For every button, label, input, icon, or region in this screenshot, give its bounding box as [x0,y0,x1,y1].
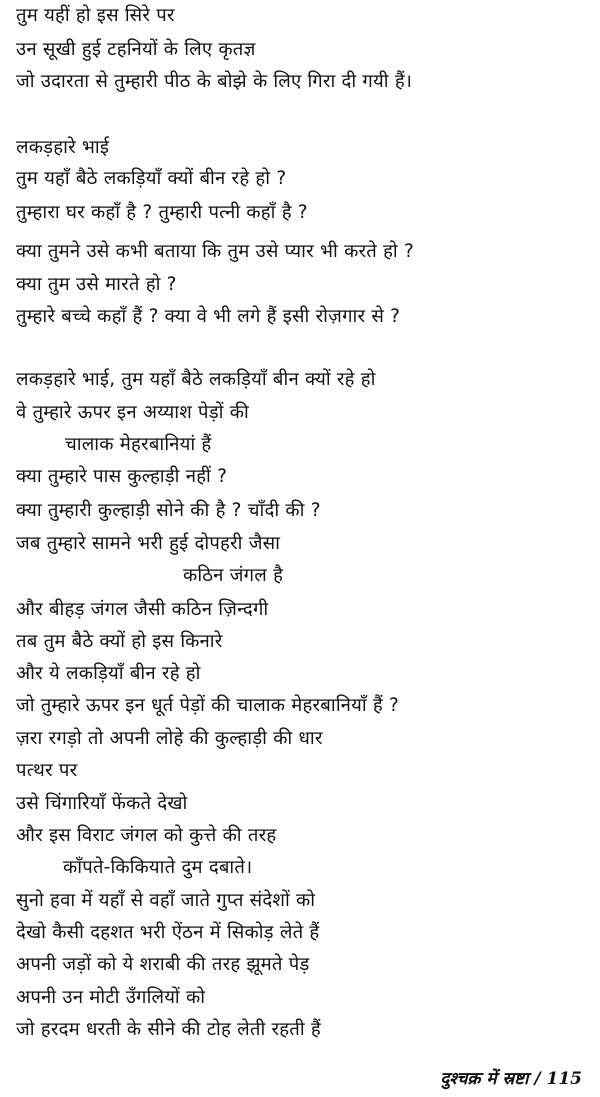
poem-line-6: तुम्हारा घर कहाँ है ? तुम्हारी पत्नी कहाँ है ? [16,202,308,223]
poem-line-14: क्या तुम्हारी कुल्हाड़ी सोने की है ? चाँदी की ? [16,500,321,521]
poem-line-5: तुम यहाँ बैठे लकड़ियाँ क्यों बीन रहे हो ? [16,168,287,189]
poem-line-19: और ये लकड़ियाँ बीन रहे हो [16,663,201,684]
poem-line-29: अपनी उन मोटी उँगलियों को [16,987,206,1008]
poem-line-27: देखो कैसी दहशत भरी ऐंठन में सिकोड़ लेते हैं [16,922,320,943]
poem-line-11: वे तुम्हारे ऊपर इन अय्याश पेड़ों की [16,402,249,423]
page-footer: दुश्चक्र में स्रष्टा / 115 [440,1069,582,1089]
poem-line-13: क्या तुम्हारे पास कुल्हाड़ी नहीं ? [16,466,228,487]
poem-line-24: और इस विराट जंगल को कुत्ते की तरह [16,825,277,846]
poem-line-30: जो हरदम धरती के सीने की टोह लेती रहती हैं [16,1019,321,1040]
poem-line-21: ज़रा रगड़ो तो अपनी लोहे की कुल्हाड़ी की धार [16,728,323,749]
poem-line-20: जो तुम्हारे ऊपर इन धूर्त पेड़ों की चालाक मेहरबानियाँ हैं ? [16,695,400,716]
poem-line-15: जब तुम्हारे सामने भरी हुई दोपहरी जैसा [16,533,281,554]
poem-line-18: तब तुम बैठे क्यों हो इस किनारे [16,631,223,652]
poem-line-16: कठिन जंगल है [183,565,284,586]
poem-line-8: क्या तुम उसे मारते हो ? [16,274,177,295]
poem-line-26: सुनो हवा में यहाँ से वहाँ जाते गुप्त संदेशों को [16,890,316,911]
poem-line-28: अपनी जड़ों को ये शराबी की तरह झूमते पेड़ [16,954,310,975]
poem-line-4: लकड़हारे भाई [16,137,110,158]
poem-line-10: लकड़हारे भाई, तुम यहाँ बैठे लकड़ियाँ बीन क्यों रहे हो [16,369,376,390]
poem-line-1: तुम यहीं हो इस सिरे पर [16,5,175,26]
poem-line-25: काँपते-किकियाते दुम दबाते। [63,857,253,878]
poem-line-23: उसे चिंगारियाँ फेंकते देखो [16,793,188,814]
poem-line-3: जो उदारता से तुम्हारी पीठ के बोझे के लिए गिरा दी गयी हैं। [16,71,413,92]
poem-line-7: क्या तुमने उसे कभी बताया कि तुम उसे प्यार भी करते हो ? [16,241,414,262]
poem-line-9: तुम्हारे बच्चे कहाँ हैं ? क्या वे भी लगे हैं इसी रोज़गार से ? [16,306,401,327]
poem-line-22: पत्थर पर [16,760,78,781]
poem-line-2: उन सूखी हुई टहनियों के लिए कृतज्ञ [16,39,256,60]
poem-line-17: और बीहड़ जंगल जैसी कठिन ज़िन्दगी [16,599,269,620]
poem-line-12: चालाक मेहरबानियां हैं [65,434,212,455]
